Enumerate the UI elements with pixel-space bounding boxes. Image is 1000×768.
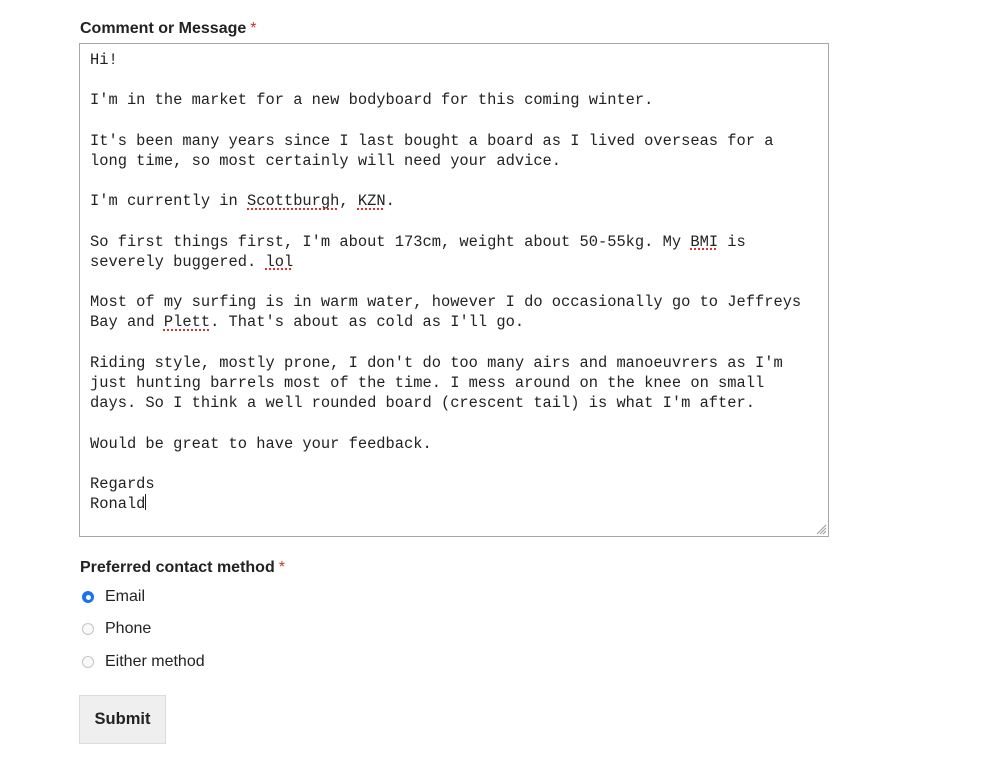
textarea-text: severely buggered.: [90, 252, 266, 271]
textarea-line: [90, 151, 818, 171]
textarea-line: [90, 353, 818, 373]
comment-textarea[interactable]: [79, 43, 829, 537]
textarea-line: [90, 312, 818, 332]
resize-handle-icon[interactable]: [815, 523, 827, 535]
textarea-line: [90, 413, 818, 433]
submit-button[interactable]: Submit: [79, 695, 166, 744]
textarea-text: long time, so most certainly will need your advice.: [90, 151, 562, 170]
textarea-text: It's been many years since I last bought a board as I lived overseas for a: [90, 131, 774, 150]
radio-button-email[interactable]: [82, 591, 94, 603]
textarea-line: [90, 50, 818, 70]
radio-button-either[interactable]: [82, 656, 94, 668]
textarea-text: I'm currently in: [90, 192, 248, 211]
textarea-text: days. So I think a well rounded board (crescent tail) is what I'm after.: [90, 394, 755, 413]
contact-method-label: [80, 559, 285, 577]
textarea-line: [90, 252, 818, 272]
required-marker: *: [278, 559, 285, 576]
textarea-text: Hi!: [90, 51, 118, 69]
misspelled-word: lol: [265, 252, 294, 271]
textarea-line: [90, 454, 818, 474]
misspelled-word: Scottburgh: [247, 192, 340, 211]
contact-label-text: Preferred contact method: [80, 559, 275, 576]
comment-textarea-text: [90, 50, 818, 514]
textarea-line: [90, 232, 818, 252]
textarea-line: [90, 494, 818, 514]
textarea-line: [90, 131, 818, 151]
textarea-text: .: [385, 192, 395, 211]
radio-option-either[interactable]: [82, 651, 205, 673]
textarea-line: [90, 171, 818, 191]
textarea-line: [90, 70, 818, 90]
textarea-text: is: [718, 232, 746, 251]
textarea-text: ,: [339, 192, 358, 211]
textarea-line: [90, 272, 818, 292]
textarea-line: [90, 292, 818, 312]
textarea-text: Riding style, mostly prone, I don't do too many airs and manoeuvrers as I'm: [90, 353, 783, 372]
textarea-line: [90, 111, 818, 131]
textarea-line: [90, 434, 818, 454]
textarea-line: [90, 373, 818, 393]
textarea-text: Would be great to have your feedback.: [90, 434, 432, 453]
textarea-line: [90, 333, 818, 353]
textarea-text: I'm in the market for a new bodyboard for this coming winter.: [90, 91, 654, 110]
textarea-text: . That's about as cold as I'll go.: [210, 313, 525, 332]
textarea-text: Ronald: [90, 495, 146, 514]
radio-option-email[interactable]: [82, 586, 145, 608]
textarea-text: So first things first, I'm about 173cm, weight about 50-55kg. My: [90, 232, 691, 251]
comment-label-text: Comment or Message: [80, 20, 247, 37]
required-marker: *: [250, 20, 257, 37]
textarea-text: just hunting barrels most of the time. I mess around on the knee on small: [90, 374, 765, 392]
textarea-line: [90, 393, 818, 413]
text-cursor: [145, 494, 146, 510]
misspelled-word: Plett: [163, 313, 211, 332]
radio-label-either[interactable]: Either method: [105, 653, 205, 670]
textarea-line: [90, 474, 818, 494]
textarea-text: Bay and: [90, 313, 164, 332]
radio-label-phone[interactable]: Phone: [105, 620, 152, 637]
misspelled-word: KZN: [357, 192, 386, 211]
comment-field-label: [80, 20, 257, 38]
misspelled-word: BMI: [690, 232, 719, 251]
textarea-text: Regards: [90, 474, 155, 493]
textarea-line: [90, 191, 818, 211]
radio-option-phone[interactable]: [82, 618, 151, 640]
textarea-text: Most of my surfing is in warm water, however I do occasionally go to Jeffreys: [90, 293, 802, 312]
textarea-line: [90, 212, 818, 232]
textarea-line: [90, 90, 818, 110]
radio-button-phone[interactable]: [82, 623, 94, 635]
radio-label-email[interactable]: Email: [105, 588, 146, 605]
